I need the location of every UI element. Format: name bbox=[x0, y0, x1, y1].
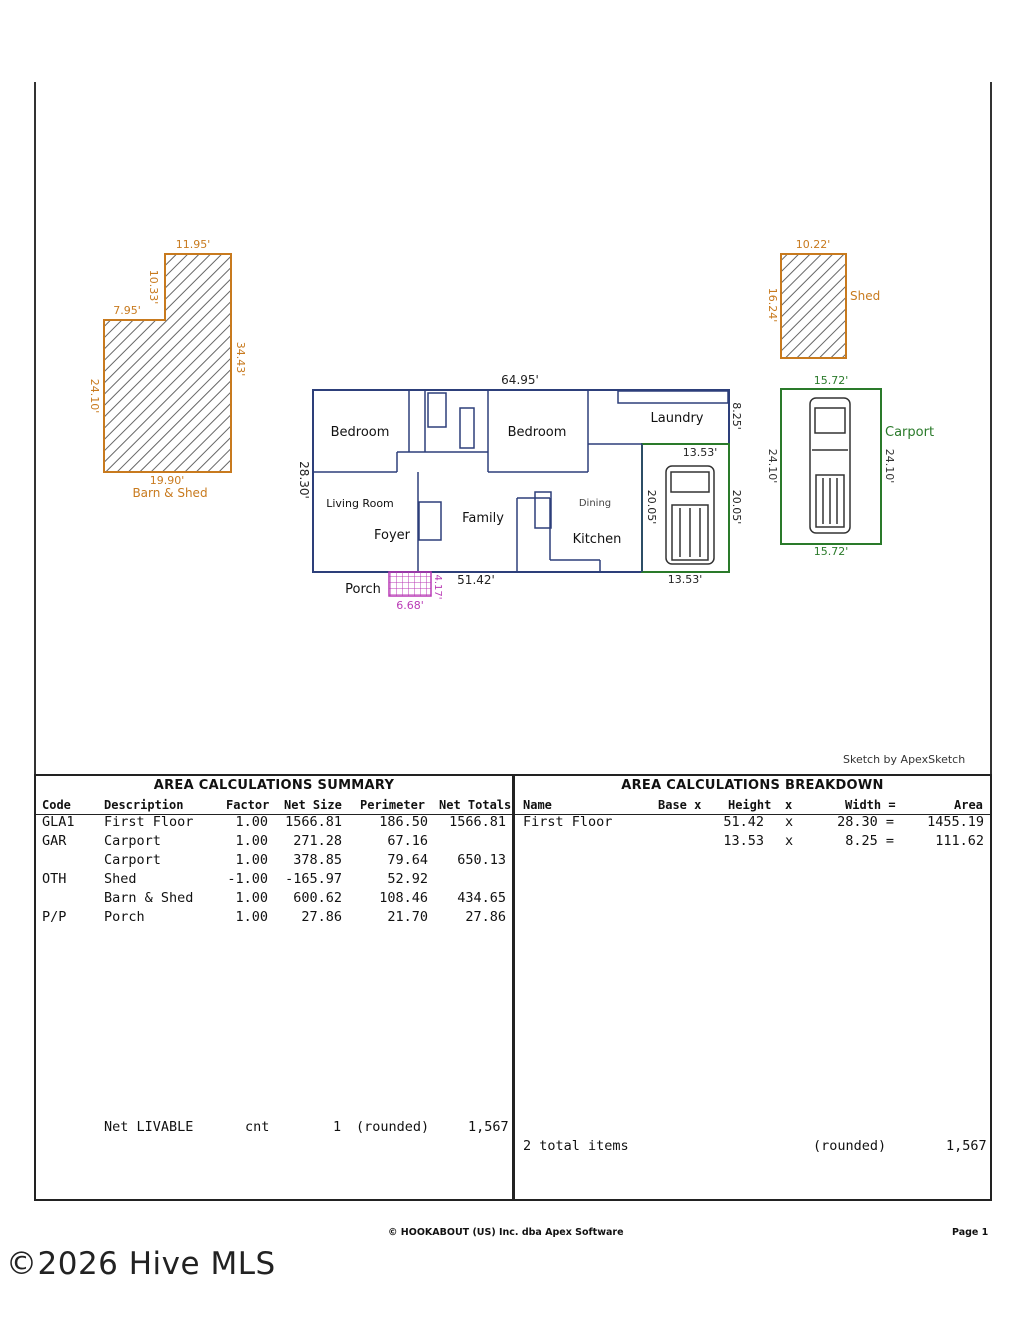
breakdown-footer-label: 2 total items bbox=[523, 1138, 629, 1154]
area-calculations bbox=[34, 774, 992, 1201]
house-dim-inner-top: 13.53' bbox=[682, 446, 718, 459]
breakdown-cell: 1455.19 bbox=[927, 814, 984, 830]
summary-header-net-size: Net Size bbox=[284, 798, 342, 812]
barn-dim-left: 24.10' bbox=[88, 378, 101, 414]
shed bbox=[766, 238, 880, 358]
house-dim-top: 64.95' bbox=[501, 373, 539, 387]
summary-header-code: Code bbox=[42, 798, 71, 812]
barn-dim-notch-height: 10.33' bbox=[147, 269, 160, 305]
breakdown-cell: 8.25 = bbox=[845, 833, 894, 849]
house-dim-right-upper: 8.25' bbox=[730, 402, 743, 430]
house-dim-left: 28.30' bbox=[297, 461, 311, 499]
breakdown-cell: First Floor bbox=[523, 814, 613, 830]
breakdown-footer-total: 1,567 bbox=[946, 1138, 987, 1154]
summary-cell: 1566.81 bbox=[449, 814, 506, 830]
house-dim-inner-left: 20.05' bbox=[645, 489, 658, 525]
barn-label: Barn & Shed bbox=[132, 486, 208, 500]
summary-cell: 79.64 bbox=[387, 852, 428, 868]
breakdown-header-width: Width = bbox=[845, 798, 896, 812]
carport-dim-bottom: 15.72' bbox=[813, 545, 849, 558]
page-number: Page 1 bbox=[952, 1227, 989, 1238]
summary-cell: 378.85 bbox=[293, 852, 342, 868]
summary-cell: 27.86 bbox=[465, 909, 506, 925]
summary-cell: Carport bbox=[104, 852, 161, 868]
truck-icon bbox=[810, 398, 850, 533]
summary-cell: 186.50 bbox=[379, 814, 428, 830]
summary-cell: 600.62 bbox=[293, 890, 342, 906]
summary-cell: -165.97 bbox=[285, 871, 342, 887]
breakdown-header-area: Area bbox=[954, 798, 983, 812]
barn-and-shed bbox=[88, 238, 247, 500]
barn-dim-bottom: 19.90' bbox=[149, 474, 185, 487]
room-family: Family bbox=[462, 511, 504, 526]
mls-watermark: ©2026 Hive MLS bbox=[6, 1246, 276, 1282]
house-dim-bottom-garage: 13.53' bbox=[667, 573, 703, 586]
summary-title: AREA CALCULATIONS SUMMARY bbox=[153, 778, 395, 793]
summary-footer-label: Net LIVABLE bbox=[104, 1119, 194, 1135]
summary-cell: Carport bbox=[104, 833, 161, 849]
breakdown-footer-rounded: (rounded) bbox=[813, 1138, 887, 1154]
breakdown-panel bbox=[515, 776, 990, 1199]
summary-cell: Porch bbox=[104, 909, 145, 925]
summary-cell: 1.00 bbox=[235, 814, 268, 830]
summary-cell: 650.13 bbox=[457, 852, 506, 868]
summary-cell: 271.28 bbox=[293, 833, 342, 849]
summary-row bbox=[36, 871, 512, 890]
summary-cell: Barn & Shed bbox=[104, 890, 194, 906]
breakdown-row bbox=[515, 833, 990, 852]
shed-label: Shed bbox=[850, 289, 881, 303]
breakdown-header bbox=[515, 798, 990, 815]
summary-cell: GLA1 bbox=[42, 814, 75, 830]
breakdown-row bbox=[515, 814, 990, 833]
room-kitchen: Kitchen bbox=[572, 532, 622, 547]
shed-dim-left: 16.24' bbox=[766, 287, 779, 323]
barn-outline bbox=[104, 254, 231, 472]
carport-dim-top: 15.72' bbox=[813, 374, 849, 387]
summary-cell: P/P bbox=[42, 909, 67, 925]
main-house bbox=[297, 373, 743, 587]
breakdown-cell: x bbox=[785, 833, 794, 849]
summary-footer-rounded: (rounded) bbox=[356, 1119, 430, 1135]
porch-dim-bottom: 6.68' bbox=[396, 599, 424, 612]
breakdown-header-x: x bbox=[785, 798, 793, 812]
room-bedroom-2: Bedroom bbox=[507, 425, 567, 440]
summary-cell: 52.92 bbox=[387, 871, 428, 887]
summary-footer-unit: cnt bbox=[245, 1119, 270, 1135]
room-bedroom-1: Bedroom bbox=[330, 425, 390, 440]
summary-header bbox=[36, 798, 512, 815]
sketch-credit: Sketch by ApexSketch bbox=[843, 753, 966, 766]
barn-dim-right: 34.43' bbox=[234, 341, 247, 377]
summary-row bbox=[36, 852, 512, 871]
summary-cell: 108.46 bbox=[379, 890, 428, 906]
software-copyright: © HOOKABOUT (US) Inc. dba Apex Software bbox=[388, 1227, 624, 1238]
summary-panel bbox=[36, 776, 515, 1199]
summary-cell: 67.16 bbox=[387, 833, 428, 849]
summary-footer-count: 1 bbox=[333, 1119, 342, 1135]
garage-truck-icon bbox=[666, 466, 714, 564]
summary-cell: OTH bbox=[42, 871, 67, 887]
summary-footer-total: 1,567 bbox=[468, 1119, 509, 1135]
summary-row bbox=[36, 814, 512, 833]
breakdown-cell: 111.62 bbox=[935, 833, 984, 849]
summary-row bbox=[36, 833, 512, 852]
summary-header-factor: Factor bbox=[226, 798, 270, 812]
room-dining: Dining bbox=[578, 498, 612, 509]
breakdown-header-height: Height bbox=[728, 798, 772, 812]
barn-dim-notch-width: 7.95' bbox=[113, 304, 141, 317]
summary-cell: 27.86 bbox=[301, 909, 342, 925]
summary-row bbox=[36, 909, 512, 928]
porch-dim-side: 4.17' bbox=[432, 574, 443, 600]
porch-grid bbox=[389, 572, 431, 596]
summary-cell: 1.00 bbox=[235, 890, 268, 906]
summary-header-perimeter: Perimeter bbox=[360, 798, 426, 812]
shed-outline bbox=[781, 254, 846, 358]
carport-label: Carport bbox=[885, 425, 935, 440]
summary-header-description: Description bbox=[104, 798, 184, 812]
room-foyer: Foyer bbox=[373, 528, 411, 543]
shed-dim-top: 10.22' bbox=[795, 238, 831, 251]
room-laundry: Laundry bbox=[650, 411, 704, 426]
summary-cell: -1.00 bbox=[227, 871, 268, 887]
breakdown-title: AREA CALCULATIONS BREAKDOWN bbox=[621, 778, 884, 793]
barn-dim-top: 11.95' bbox=[175, 238, 211, 251]
porch bbox=[345, 572, 443, 612]
breakdown-cell: 13.53 bbox=[723, 833, 764, 849]
room-living-room: Living Room bbox=[326, 497, 394, 510]
summary-row bbox=[36, 890, 512, 909]
summary-cell: GAR bbox=[42, 833, 67, 849]
breakdown-cell: 51.42 bbox=[723, 814, 764, 830]
carport-dim-right: 24.10' bbox=[883, 448, 896, 484]
breakdown-header-name: Name bbox=[523, 798, 552, 812]
summary-cell: First Floor bbox=[104, 814, 194, 830]
summary-cell: 434.65 bbox=[457, 890, 506, 906]
summary-cell: 21.70 bbox=[387, 909, 428, 925]
house-dim-bottom-main: 51.42' bbox=[457, 573, 495, 587]
house-dim-inner-right: 20.05' bbox=[730, 489, 743, 525]
breakdown-cell: x bbox=[785, 814, 794, 830]
summary-cell: 1.00 bbox=[235, 852, 268, 868]
carport-dim-left: 24.10' bbox=[766, 448, 779, 484]
summary-header-net-totals: Net Totals bbox=[439, 798, 512, 812]
summary-cell: Shed bbox=[104, 871, 137, 887]
porch-label: Porch bbox=[345, 582, 381, 597]
summary-cell: 1566.81 bbox=[285, 814, 342, 830]
summary-cell: 1.00 bbox=[235, 833, 268, 849]
breakdown-cell: 28.30 = bbox=[837, 814, 894, 830]
summary-cell: 1.00 bbox=[235, 909, 268, 925]
breakdown-header-base: Base x bbox=[658, 798, 702, 812]
detached-carport bbox=[766, 374, 934, 558]
